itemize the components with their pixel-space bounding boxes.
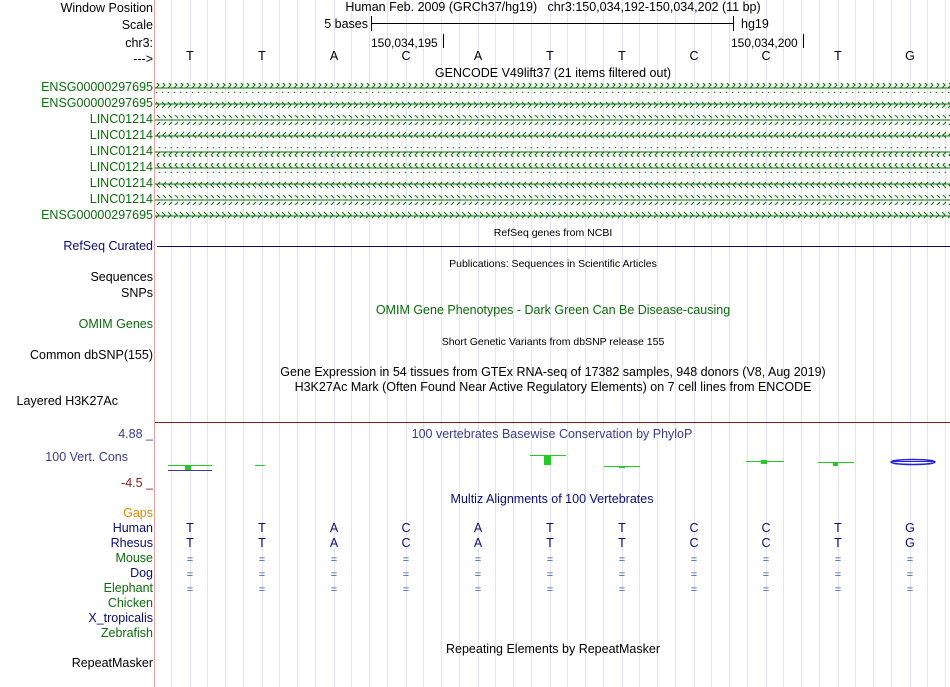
sequence-base: C: [401, 49, 411, 63]
gencode-features[interactable]: [155, 80, 950, 224]
equal-base: =: [618, 569, 626, 581]
equal-base: =: [474, 554, 482, 566]
refseq-title[interactable]: RefSeq genes from NCBI: [493, 227, 613, 239]
equal-base: =: [330, 554, 338, 566]
equal-base: =: [546, 584, 554, 596]
equal-base: =: [258, 554, 266, 566]
equal-base: =: [690, 569, 698, 581]
gencode-item-label[interactable]: ENSG00000297695: [41, 96, 153, 110]
omim-title[interactable]: OMIM Gene Phenotypes - Dark Green Can Be Disease-causing: [375, 303, 731, 317]
db-label: hg19: [741, 17, 769, 31]
equal-base: =: [186, 554, 194, 566]
pubs-title[interactable]: Publications: Sequences in Scientific Articles: [449, 258, 657, 270]
scale-value: 5 bases: [324, 17, 368, 31]
assembly-title: [345, 0, 760, 14]
sequence-base: A: [473, 49, 483, 63]
dbsnp-label[interactable]: Common dbSNP(155): [30, 348, 153, 362]
gencode-item-label[interactable]: LINC01214: [89, 128, 153, 142]
equal-base: =: [618, 554, 626, 566]
rhesus-base: A: [329, 536, 339, 550]
rhesus-base: C: [401, 536, 411, 550]
equal-base: =: [906, 554, 914, 566]
equal-base: =: [330, 569, 338, 581]
omim-label[interactable]: OMIM Genes: [78, 317, 153, 331]
human-base: C: [401, 521, 411, 535]
gencode-item-label[interactable]: ENSG00000297695: [41, 208, 153, 222]
h3k27-label[interactable]: Layered H3K27Ac: [16, 394, 118, 408]
equal-base: =: [546, 569, 554, 581]
cons-mark: [168, 465, 212, 471]
gencode-feature[interactable]: [155, 179, 950, 189]
equal-base: =: [258, 584, 266, 596]
equal-base: =: [186, 569, 194, 581]
rhesus-base: A: [473, 536, 483, 550]
position-readout: chr3:150,034,192-150,034,202 (11 bp): [547, 0, 761, 14]
assembly-name: Human Feb. 2009 (GRCh37/hg19): [345, 0, 538, 14]
window-position-label: Window Position: [60, 1, 153, 15]
human-base: A: [473, 521, 483, 535]
equal-base: =: [402, 554, 410, 566]
multiz-title[interactable]: Multiz Alignments of 100 Vertebrates: [450, 492, 654, 506]
pos-left: 150,034,195: [371, 36, 438, 50]
dbsnp-title[interactable]: Short Genetic Variants from dbSNP release 155: [441, 336, 665, 348]
cons-plot[interactable]: [155, 440, 950, 480]
snps-label[interactable]: SNPs: [121, 286, 153, 300]
equal-base: =: [690, 584, 698, 596]
human-base: T: [258, 521, 266, 535]
gencode-item-label[interactable]: ENSG00000297695: [41, 80, 153, 94]
cons-mark: [530, 455, 566, 465]
rhesus-base: G: [905, 536, 915, 550]
human-base: G: [905, 521, 915, 535]
equal-base: =: [546, 554, 554, 566]
human-base: T: [834, 521, 842, 535]
pubs-label[interactable]: Sequences: [90, 270, 153, 284]
human-base: T: [618, 521, 626, 535]
repeat-title[interactable]: Repeating Elements by RepeatMasker: [445, 642, 661, 656]
species-dog[interactable]: Dog: [130, 566, 153, 580]
track-divider: [155, 422, 950, 423]
scale-label: Scale: [121, 18, 153, 32]
cons-mark: [746, 460, 784, 464]
equal-base: =: [258, 569, 266, 581]
equal-base: =: [474, 584, 482, 596]
cons-mark: [604, 466, 640, 468]
species-rhesus[interactable]: Rhesus: [110, 536, 153, 550]
cons-mark: [255, 465, 265, 466]
sequence-base: T: [186, 49, 194, 63]
species-mouse[interactable]: Mouse: [115, 551, 153, 565]
gencode-feature[interactable]: [155, 115, 950, 125]
pos-right: 150,034,200: [731, 36, 798, 50]
equal-base: =: [402, 569, 410, 581]
equal-base: =: [690, 554, 698, 566]
rhesus-base: T: [546, 536, 554, 550]
species-x-tropicalis[interactable]: X_tropicalis: [88, 611, 153, 625]
gencode-feature[interactable]: [155, 99, 950, 109]
gaps-label[interactable]: Gaps: [123, 506, 153, 520]
equal-base: =: [618, 584, 626, 596]
sequence-base: C: [689, 49, 699, 63]
scale-bar: [371, 16, 734, 31]
equal-base: =: [906, 569, 914, 581]
human-base: A: [329, 521, 339, 535]
cons-mark: [891, 460, 935, 465]
pos-right-tick: [803, 34, 804, 48]
human-base: T: [546, 521, 554, 535]
gencode-item-label[interactable]: LINC01214: [89, 176, 153, 190]
equal-base: =: [186, 584, 194, 596]
equal-base: =: [474, 569, 482, 581]
species-elephant[interactable]: Elephant: [103, 581, 153, 595]
cons-label[interactable]: 100 Vert. Cons: [45, 450, 128, 464]
sequence-base: C: [761, 49, 771, 63]
gencode-feature[interactable]: [155, 195, 950, 205]
species-human[interactable]: Human: [112, 521, 153, 535]
pos-left-tick: [443, 34, 444, 48]
gencode-item-label[interactable]: LINC01214: [89, 160, 153, 174]
human-base: C: [689, 521, 699, 535]
cons-min: -4.5 _: [121, 476, 153, 490]
human-base: C: [761, 521, 771, 535]
sequence-base: T: [834, 49, 842, 63]
rhesus-base: T: [186, 536, 194, 550]
cons-mark: [818, 462, 854, 466]
strand-label: --->: [133, 52, 153, 66]
chrom-label: chr3:: [125, 36, 153, 50]
cons-max: 4.88 _: [118, 427, 153, 441]
equal-base: =: [834, 569, 842, 581]
equal-base: =: [330, 584, 338, 596]
equal-base: =: [834, 554, 842, 566]
gencode-item-label[interactable]: LINC01214: [89, 112, 153, 126]
gtex-title[interactable]: Gene Expression in 54 tissues from GTEx RNA-seq of 17382 samples, 948 donors (V8, Aug 2019): [280, 365, 826, 379]
rhesus-base: T: [834, 536, 842, 550]
species-zebrafish[interactable]: Zebrafish: [100, 626, 153, 640]
sequence-base: G: [905, 49, 915, 63]
gencode-feature[interactable]: [155, 131, 950, 141]
gencode-feature[interactable]: [155, 163, 950, 173]
rhesus-base: T: [258, 536, 266, 550]
sequence-base: T: [618, 49, 626, 63]
refseq-label[interactable]: RefSeq Curated: [63, 239, 153, 253]
equal-base: =: [762, 584, 770, 596]
gencode-item-label[interactable]: LINC01214: [89, 192, 153, 206]
equal-base: =: [906, 584, 914, 596]
human-base: T: [186, 521, 194, 535]
h3k27-title[interactable]: H3K27Ac Mark (Often Found Near Active Regulatory Elements) on 7 cell lines from ENCODE: [294, 380, 812, 394]
rhesus-base: C: [689, 536, 699, 550]
repeat-label[interactable]: RepeatMasker: [71, 656, 153, 670]
gencode-item-label[interactable]: LINC01214: [89, 144, 153, 158]
rhesus-base: C: [761, 536, 771, 550]
gencode-title[interactable]: GENCODE V49lift37 (21 items filtered out): [434, 66, 672, 80]
rhesus-base: T: [618, 536, 626, 550]
gencode-feature[interactable]: [155, 83, 950, 93]
equal-base: =: [834, 584, 842, 596]
gencode-feature[interactable]: [155, 211, 950, 221]
sequence-base: T: [258, 49, 266, 63]
cons-title[interactable]: 100 vertebrates Basewise Conservation by PhyloP: [411, 427, 693, 441]
equal-base: =: [762, 554, 770, 566]
sequence-base: A: [329, 49, 339, 63]
gencode-feature[interactable]: [155, 147, 950, 157]
equal-base: =: [402, 584, 410, 596]
equal-base: =: [762, 569, 770, 581]
refseq-gene-line[interactable]: [157, 246, 950, 247]
sequence-base: T: [546, 49, 554, 63]
species-chicken[interactable]: Chicken: [107, 596, 153, 610]
